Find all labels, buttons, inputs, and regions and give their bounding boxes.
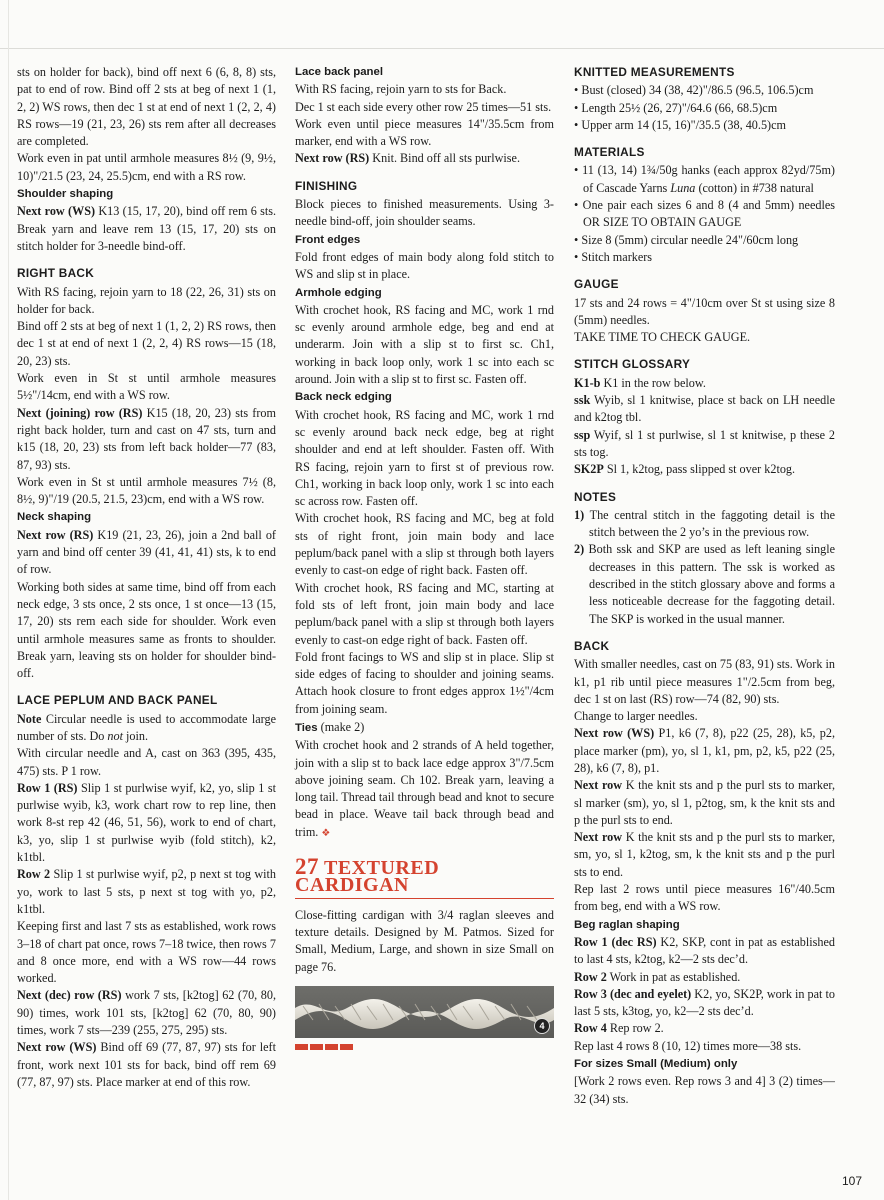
row-text: K19 (21, 23, 26), join a 2nd ball of yarn and bind off center 39 (41, 41, 41) sts, k to end of row. [17,527,276,577]
note-item [574,541,835,627]
yarn-swatch-image [295,986,554,1038]
section-name: TEXTURED CARDIGAN [295,857,440,897]
row-label: Next row (WS) [17,1040,97,1055]
skill-segment [310,1044,323,1050]
note-text: The central stitch in the faggoting detail is the stitch between the 2 yo’s in the previous row. [584,507,835,540]
ties-label: Ties [295,721,318,734]
glossary-definition: K1 in the row below. [600,375,706,390]
glossary-definition: Wyib, sl 1 knitwise, place st back on LH needle and k2tog tbl. [574,393,835,425]
heading-knitted-measurements: KNITTED MEASUREMENTS [574,65,735,79]
paragraph: Work even until piece measures 14"/35.5cm from marker, end with a WS row. [295,116,554,149]
paragraph: Bind off 2 sts at beg of next 1 (1, 2, 2) RS rows, then dec 1 st at end of next 1 (2, 2, 4) RS rows—15 (18, 20, 23) sts. [17,319,276,368]
row-text: Rep row 2. [606,1021,664,1036]
paragraph: Fold front facings to WS and slip st in place. Slip st side edges of facing to shoulder and joining seams. Attach hook closure to front edges approx 1½"/4cm from joining seam. [295,649,554,716]
paragraph [574,934,835,969]
paragraph: 17 sts and 24 rows = 4"/10cm over St st using size 8 (5mm) needles. [574,295,835,327]
subheading-sizes-small-medium: For sizes Small (Medium) only [574,1058,738,1071]
subheading-lace-back-panel: Lace back panel [295,66,384,78]
row-label: Next row (RS) [295,151,370,166]
glossary-definition: Wyif, sl 1 st purlwise, sl 1 st knitwise, p these 2 sts tog. [574,427,835,459]
paragraph: Keeping first and last 7 sts as established, work rows 3–18 of chart pat once, rows 7–18 twice, then rows 7 and 8 once more, end with a WS row—44 rows worked. [17,919,276,986]
row-text: K2, SKP, cont in pat as established to last 4 sts, k2tog, k2—2 sts dec’d. [574,934,835,967]
heading-gauge: GAUGE [574,277,619,292]
paragraph [295,737,554,842]
subheading-shoulder-shaping: Shoulder shaping [17,188,114,201]
row-label: Row 2 [574,969,607,984]
column-3 [574,64,835,1108]
paragraph: Rep last 2 rows until piece measures 16"/40.5cm from beg, end with a WS row. [574,882,835,914]
paragraph: With crochet hook, RS facing and MC, work 1 rnd sc evenly around back neck edge, beg at right shoulder and end at left shoulder. Fasten off. With RS facing, rejoin yarn to first st of previous row. Ch1, working in back loop only, work 1 sc into each sc across row. Fasten off. [295,407,554,509]
note-number: 1) [574,507,585,522]
paragraph: Work even in St st until armhole measures 7½ (8, 8½, 9)"/19 (20.5, 21.5, 23)cm, end with a WS row. [17,474,276,507]
subheading-ties [295,719,554,737]
paragraph: Rep last 4 rows 8 (10, 12) times more—38 sts. [574,1038,802,1053]
paragraph: sts on holder for back), bind off next 6 (6, 8, 8) sts, pat to end of row. Bind off 2 sts at beg of next 1 (1, 2, 2) WS rows, then dec 1 st at end of next 1 (2, 2, 4) RS rows—19 (21, 23, 26) sts rem after all decreases are completed. [17,65,276,149]
heading-right-back: RIGHT BACK [17,266,95,281]
paragraph: Work even in pat until armhole measures 8½ (9, 9½, 10)"/21.5 (23, 24, 25.5)cm, end with a RS row. [17,151,276,183]
glossary-term: ssk [574,393,591,408]
paragraph: With RS facing, rejoin yarn to sts for Back. [295,82,507,97]
paragraph: With smaller needles, cast on 75 (83, 91) sts. Work in k1, p1 rib until piece measures 1"/2.5cm from beg, dec 1 st on last (RS) row—74 (82, 90) sts. [574,657,835,706]
paragraph [17,405,276,474]
list-item: • Stitch markers [574,249,653,264]
row-text: Slip 1 st purlwise wyif, p2, p next st tog with yo, work to last 5 sts, p next st tog with yo, p2, k1tbl. [17,867,277,916]
paragraph: [Work 2 rows even. Rep rows 3 and 4] 3 (2) times—32 (34) sts. [574,1074,835,1106]
paragraph: With RS facing, rejoin yarn to 18 (22, 26, 31) sts on holder for back. [17,284,276,316]
column-2 [295,64,554,1055]
note-text-end: join. [122,728,149,743]
binding-edge [8,0,9,1200]
row-label: Next (dec) row (RS) [17,988,122,1003]
row-label: Row 4 [574,1021,607,1036]
paragraph [17,527,276,579]
paragraph [17,987,276,1039]
row-label: Row 1 (dec RS) [574,934,657,949]
heading-finishing: FINISHING [295,178,358,193]
column-1 [17,64,276,1091]
paragraph [17,203,276,255]
paragraph [574,725,835,777]
skill-level-badge: 4 [534,1018,550,1034]
ties-note: (make 2) [317,719,365,734]
yarn-name: Luna [670,180,696,195]
row-label: Next row (RS) [17,527,94,542]
heading-notes: NOTES [574,489,617,504]
row-label: Next row [574,830,623,845]
glossary-definition: Sl 1, k2tog, pass slipped st over k2tog. [603,462,796,477]
row-text: Bind off 69 (77, 87, 97) sts for left front, work next 101 sts for back, bind off rem 69 (77, 87, 97) sts. Place marker at end of this row. [17,1040,276,1089]
top-rule [0,48,884,49]
row-label: Next row (WS) [574,726,655,741]
glossary-term: ssp [574,427,591,442]
row-text: Work in pat as established. [606,969,741,984]
skill-segment [340,1044,353,1050]
glossary-entry [574,461,835,478]
row-label: Row 1 (RS) [17,780,78,795]
heading-lace-peplum: LACE PEPLUM AND BACK PANEL [17,693,218,708]
paragraph [17,711,276,746]
skill-segment [325,1044,338,1050]
note-label: Note [17,711,42,726]
paragraph [574,829,835,881]
section-number: 27 [295,854,319,880]
paragraph [295,150,554,167]
note-emphasis: not [107,728,123,743]
paragraph: Work even in St st until armhole measures 5½"/14cm, end with a WS row. [17,371,276,403]
row-text: K the knit sts and p the purl sts to marker, sl marker (sm), yo, sl 1, p2tog, sm, k the knit sts and p the purl sts to end. [574,778,836,827]
subheading-neck-shaping: Neck shaping [17,511,92,524]
paragraph: TAKE TIME TO CHECK GAUGE. [574,330,751,345]
subheading-front-edges: Front edges [295,233,361,246]
row-text: P1, k6 (7, 8), p22 (25, 28), k5, p2, place marker (pm), yo, sl 1, k1, pm, p2, k5, p22 (25, 28), k6 (7, 8), p1. [574,726,836,775]
paragraph: Close-fitting cardigan with 3/4 raglan sleeves and texture details. Designed by M. Patmos. Sized for Small, Medium, Large, and shown in size Small on page 76. [295,907,554,974]
note-text: Circular needle is used to accommodate large number of sts. Do [17,711,276,743]
paragraph: Working both sides at same time, bind off from each neck edge, 3 sts once, 2 sts once, 1 st once—13 (15, 17, 20) sts rem each side for shoulder. Work even until armhole measures same as fronts to shoulder. Break yarn, leaving sts on holder for shoulder bind-off. [17,579,276,681]
list-item: • Length 25½ (26, 27)"/64.6 (66, 68.5)cm [574,100,778,115]
section-title [295,854,554,899]
list-item: • One pair each sizes 6 and 8 (4 and 5mm) needles OR SIZE TO OBTAIN GAUGE [574,198,835,230]
row-text: K2, yo, SK2P, work in pat to last 5 sts, k3tog, yo, k2—2 sts dec’d. [574,986,835,1019]
row-text: Slip 1 st purlwise wyif, k2, yo, slip 1 st purlwise wyib, k3, work chart row to rep line, then work 8-st rep 42 (46, 51, 56), work to end of chart, k3, yo, slip 1 st purlwise wyib (fold stitch), k2, k1tbl. [17,780,276,865]
glossary-term: K1-b [574,375,601,390]
list-item: • Size 8 (5mm) circular needle 24"/60cm long [574,232,799,247]
paragraph [17,780,276,866]
paragraph [17,866,276,918]
row-text: K15 (18, 20, 23) sts from right back holder, turn and cast on 47 sts, turn and k15 (18, 20, 23) sts from left back holder—77 (83, 87, 93) sts. [17,405,276,472]
glossary-term: SK2P [574,462,604,477]
row-label: Next row [574,778,623,793]
end-mark-icon: ❖ [321,827,331,839]
subheading-armhole-edging: Armhole edging [295,286,382,299]
skill-level-bar [295,1044,355,1050]
row-label: Row 3 (dec and eyelet) [574,986,692,1001]
list-item: • Upper arm 14 (15, 16)"/35.5 (38, 40.5)cm [574,117,786,132]
paragraph: Block pieces to finished measurements. Using 3-needle bind-off, join shoulder seams. [295,197,554,229]
note-number: 2) [574,542,585,557]
skill-segment [295,1044,308,1050]
row-text: K13 (15, 17, 20), bind off rem 6 sts. Break yarn and leave rem 13 (15, 17, 20) sts on stitch holder for 3-needle bind-off. [17,204,277,253]
yarn-cable-icon [295,986,554,1038]
heading-back: BACK [574,638,610,653]
row-text: work 7 sts, [k2tog] 62 (70, 80, 90) times, work 101 sts, [k2tog] 62 (70, 80, 90) times, work 7 sts—239 (255, 275, 295) sts. [17,988,277,1038]
paragraph: With crochet hook, RS facing and MC, work 1 rnd sc evenly around armhole edge, beg and end at underarm. Join with a slip st to first sc. Ch1, working in back loop only, work 1 sc into each sc around. Join with a slip st to first sc. Fasten off. [295,302,554,387]
paragraph: With crochet hook, RS facing and MC, starting at fold sts of left front, join main body and lace peplum/back panel with a slip st through both layers evenly to cast-on edge right of back. Fasten off. [295,580,554,647]
paragraph [574,1020,835,1037]
page-number: 107 [841,1174,862,1188]
paragraph: Dec 1 st each side every other row 25 times—51 sts. [295,99,552,114]
ties-text: With crochet hook and 2 strands of A held together, join with a slip st to back lace edge approx 3"/7.5cm above joining seam. Ch 102. Break yarn, leaving a long tail. Thread tail through bead and knot to secure bead in place. Weave tail back through bead and trim. [295,738,554,839]
heading-materials: MATERIALS [574,145,645,160]
note-item [574,507,835,542]
paragraph [574,986,835,1021]
glossary-entry [574,427,835,462]
subheading-back-neck-edging: Back neck edging [295,391,392,404]
paragraph: Fold front edges of main body along fold stitch to WS and slip st in place. [295,249,554,282]
paragraph [17,1039,276,1091]
material-text: • 11 (13, 14) 1¾/50g hanks (each approx 82yd/75m) of Cascade Yarns [574,163,835,195]
paragraph [574,777,835,829]
subheading-raglan-shaping: Beg raglan shaping [574,918,680,931]
row-text: Knit. Bind off all sts purlwise. [369,151,521,166]
heading-stitch-glossary: STITCH GLOSSARY [574,357,691,372]
row-label: Row 2 [17,867,51,882]
row-label: Next (joining) row (RS) [17,405,143,420]
list-item: • Bust (closed) 34 (38, 42)"/86.5 (96.5, 106.5)cm [574,83,814,98]
paragraph: With crochet hook, RS facing and MC, beg at fold sts of right front, join main body and lace peplum/back panel with a slip st through both layers evenly to cast-on edge of right back. Fasten off. [295,511,554,578]
paragraph: Change to larger needles. [574,709,698,724]
note-text: Both ssk and SKP are used as left leaning single decreases in this pattern. The ssk is worked as described in the stitch glossary above and forms a less noticeable decrease for the faggoting detail. The SKP is worked in the usual manner. [584,542,835,626]
paragraph: With circular needle and A, cast on 363 (395, 435, 475) sts. P 1 row. [17,746,276,778]
material-text-end: (cotton) in #738 natural [695,180,814,195]
glossary-entry [574,392,835,427]
glossary-entry [574,375,835,392]
list-item [574,162,835,197]
paragraph [574,969,835,986]
row-label: Next row (WS) [17,204,96,219]
row-text: K the knit sts and p the purl sts to marker, sm, yo, sl 1, k2tog, sm, k the knit sts and p the purl sts to end. [574,830,836,879]
